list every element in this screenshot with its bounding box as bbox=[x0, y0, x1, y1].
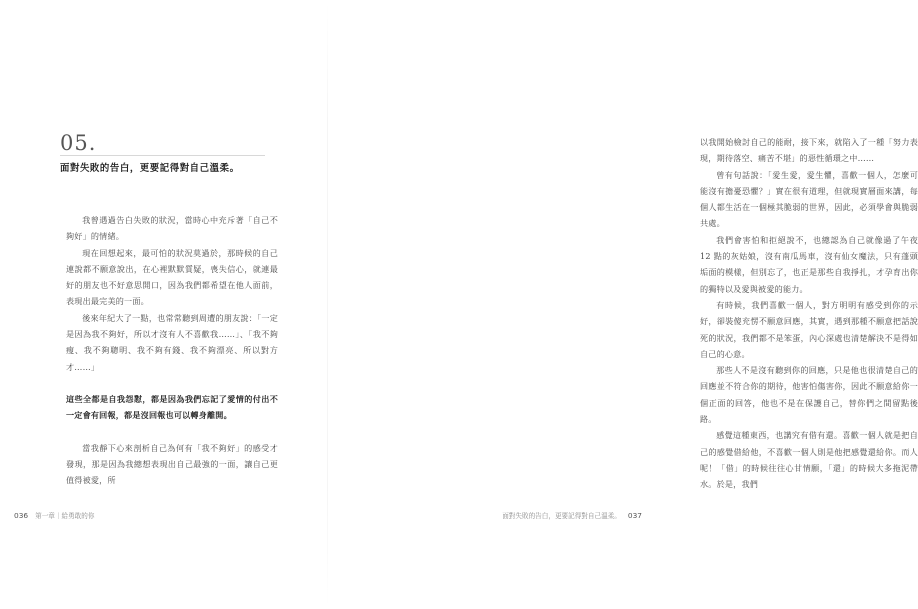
paragraph: 我們會害怕和拒絕說不，也總認為自己就像過了午夜 12 點的灰姑娘，沒有南瓜馬車，沒有仙女魔法，只有蓬頭垢面的模樣，但別忘了，也正是那些自我掙扎，才孕育出你的獨特以及愛與被愛的能力。 bbox=[700, 234, 918, 294]
right-folio bbox=[502, 510, 642, 520]
page-number: 036 bbox=[14, 511, 29, 520]
paragraph: 我曾遇過告白失敗的狀況，當時心中充斥著「自己不夠好」的情緒。 bbox=[66, 215, 278, 242]
right-page-body bbox=[700, 134, 918, 493]
chapter-number: 05. bbox=[60, 131, 97, 155]
chapter-title: 面對失敗的告白，更要記得對自己溫柔。 bbox=[60, 163, 240, 174]
paragraph: 現在回想起來，最可怕的狀況莫過於，那時候的自己連說都不願意說出，在心裡默默質疑，喪失信心，就連最好的朋友也不好意思開口，因為我們都希望在他人面前，表現出最完美的一面。 bbox=[66, 247, 278, 307]
paragraph: 當我靜下心來剖析自己為何有「我不夠好」的感受才發現，那是因為我總想表現出自己最強的一面，讓自己更值得被愛，所 bbox=[66, 442, 278, 486]
running-header: 面對失敗的告白，更要記得對自己溫柔。 bbox=[502, 512, 621, 520]
chapter-divider bbox=[60, 155, 265, 156]
paragraph: 後來年紀大了一點，也常常聽到周遭的朋友說：「一定是因為我不夠好，所以才沒有人不喜歡我……」、「我不夠瘦、我不夠聰明、我不夠有錢、我不夠漂亮、所以對方才……」 bbox=[66, 312, 278, 372]
left-folio bbox=[14, 510, 94, 520]
paragraph: 有時候，我們喜歡一個人，對方明明有感受到你的示好，卻裝傻充愣不願意回應，其實，遇到那種不願意把話說死的狀況，我們都不是笨蛋，內心深處也清楚解決不是得如自己的心意。 bbox=[700, 299, 918, 359]
paragraph: 那些人不是沒有聽到你的回應，只是他也很清楚自己的回應並不符合你的期待，他害怕傷害你，因此不願意給你一個正面的回答，他也不是在保護自己，替你們之間留點後路。 bbox=[700, 365, 918, 425]
page-number: 037 bbox=[627, 511, 642, 520]
left-page-body bbox=[66, 212, 278, 488]
right-page bbox=[328, 0, 918, 609]
paragraph: 以我開始檢討自己的能耐，接下來，就陷入了一種「努力表現，期待落空、痛苦不堪」的惡性循環之中…… bbox=[700, 137, 918, 164]
left-page bbox=[0, 0, 327, 609]
emphasis-paragraph: 這些全都是自我怨懟，都是因為我們忘記了愛情的付出不一定會有回報，都是沒回報也可以轉身離開。 bbox=[66, 393, 278, 421]
paragraph: 感覺這種東西，也講究有借有還。喜歡一個人就是把自己的感覺借給他，不喜歡一個人則是他把感覺還給你。而人呢！「借」的時候往往心甘情願，「還」的時候大多拖泥帶水。於是，我們 bbox=[700, 430, 918, 490]
running-header: 第一章｜給勇敢的你 bbox=[35, 512, 95, 520]
paragraph: 曾有句話說：「愛生愛，愛生懼，喜歡一個人，怎麼可能沒有擔憂恐懼？」實在很有道理，但就現實層面來講，每個人都生活在一個極其脆弱的世界，因此，必須學會與脆弱共處。 bbox=[700, 169, 918, 229]
